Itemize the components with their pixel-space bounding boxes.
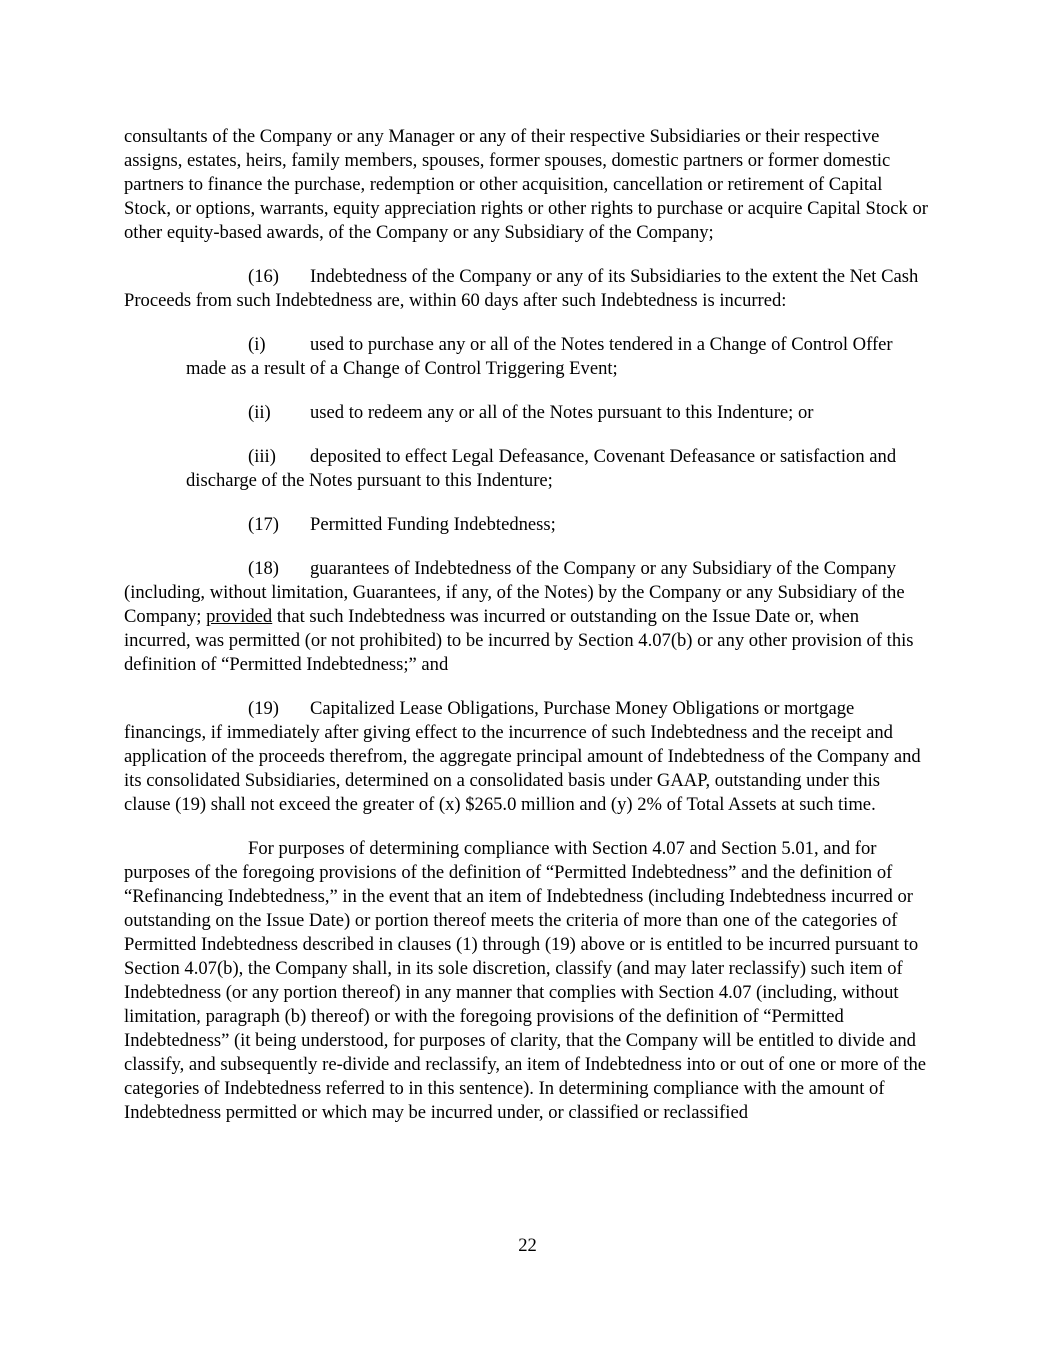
subclause-iii-text: deposited to effect Legal Defeasance, Covenant Defeasance or satisfaction and discharge of the Notes pursuant to this Indenture; bbox=[186, 446, 897, 491]
clause-17-text: Permitted Funding Indebtedness; bbox=[310, 514, 556, 535]
clause-18-provided: provided bbox=[206, 606, 273, 627]
subclause-ii bbox=[186, 401, 930, 425]
subclause-i-text: used to purchase any or all of the Notes tendered in a Change of Control Offer made as a result of a Change of Control Triggering Event; bbox=[186, 334, 893, 379]
subclause-i-number: (i) bbox=[248, 334, 266, 355]
subclause-ii-text: used to redeem any or all of the Notes pursuant to this Indenture; or bbox=[310, 402, 814, 423]
subclause-iii-number: (iii) bbox=[248, 446, 276, 467]
clause-17-number: (17) bbox=[248, 514, 279, 535]
clause-18-number: (18) bbox=[248, 558, 279, 579]
clause-18-text-after: that such Indebtedness was incurred or outstanding on the Issue Date or, when incurred, was permitted (or not prohibited) to be incurred by Section 4.07(b) or any other provision of this definition of “Permitted Indebtedness;” and bbox=[124, 606, 914, 675]
clause-19-text: Capitalized Lease Obligations, Purchase Money Obligations or mortgage financings, if immediately after giving effect to the incurrence of such Indebtedness and the receipt and application of the proceeds therefrom, the aggregate principal amount of Indebtedness of the Company and its consolidated Subsidiaries, determined on a consolidated basis under GAAP, outstanding under this clause (19) shall not exceed the greater of (x) $265.0 million and (y) 2% of Total Assets at such time. bbox=[124, 698, 921, 815]
document-body bbox=[124, 125, 930, 1145]
clause-18-text-before: guarantees of Indebtedness of the Company or any Subsidiary of the Company (including, without limitation, Guarantees, if any, of the Notes) by the Company or any Subsidiary of the Company; bbox=[124, 558, 905, 627]
page-number: 22 bbox=[518, 1235, 537, 1256]
clause-16-text: Indebtedness of the Company or any of its Subsidiaries to the extent the Net Cash Proceeds from such Indebtedness are, within 60 days after such Indebtedness is incurred: bbox=[124, 266, 919, 311]
clause-19-number: (19) bbox=[248, 698, 279, 719]
subclause-iii bbox=[186, 445, 930, 493]
clause-16-number: (16) bbox=[248, 266, 279, 287]
clause-18 bbox=[124, 557, 930, 677]
continuation-paragraph: consultants of the Company or any Manager or any of their respective Subsidiaries or their respective assigns, estates, heirs, family members, spouses, former spouses, domestic partners or former domestic partners to finance the purchase, redemption or other acquisition, cancellation or retirement of Capital Stock, or options, warrants, equity appreciation rights or other rights to purchase or acquire Capital Stock or other equity-based awards, of the Company or any Subsidiary of the Company; bbox=[124, 126, 928, 243]
subclause-i bbox=[186, 333, 930, 381]
closing-paragraph: For purposes of determining compliance with Section 4.07 and Section 5.01, and for purposes of the foregoing provisions of the definition of “Permitted Indebtedness” and the definition of “Refinancing Indebtedness,” in the event that an item of Indebtedness (including Indebtedness incurred or outstanding on the Issue Date) or portion thereof meets the criteria of more than one of the categories of Permitted Indebtedness described in clauses (1) through (19) above or is entitled to be incurred pursuant to Section 4.07(b), the Company shall, in its sole discretion, classify (and may later reclassify) such item of Indebtedness (or any portion thereof) in any manner that complies with Section 4.07 (including, without limitation, paragraph (b) thereof) or with the foregoing provisions of the definition of “Permitted Indebtedness” (it being understood, for purposes of clarity, that the Company will be entitled to divide and classify, and subsequently re-divide and reclassify, an item of Indebtedness into or out of one or more of the categories of Indebtedness referred to in this sentence). In determining compliance with the amount of Indebtedness permitted or which may be incurred under, or classified or reclassified bbox=[124, 838, 927, 1123]
clause-19 bbox=[124, 697, 930, 817]
subclause-ii-number: (ii) bbox=[248, 402, 271, 423]
clause-17 bbox=[124, 513, 930, 537]
clause-16 bbox=[124, 265, 930, 313]
